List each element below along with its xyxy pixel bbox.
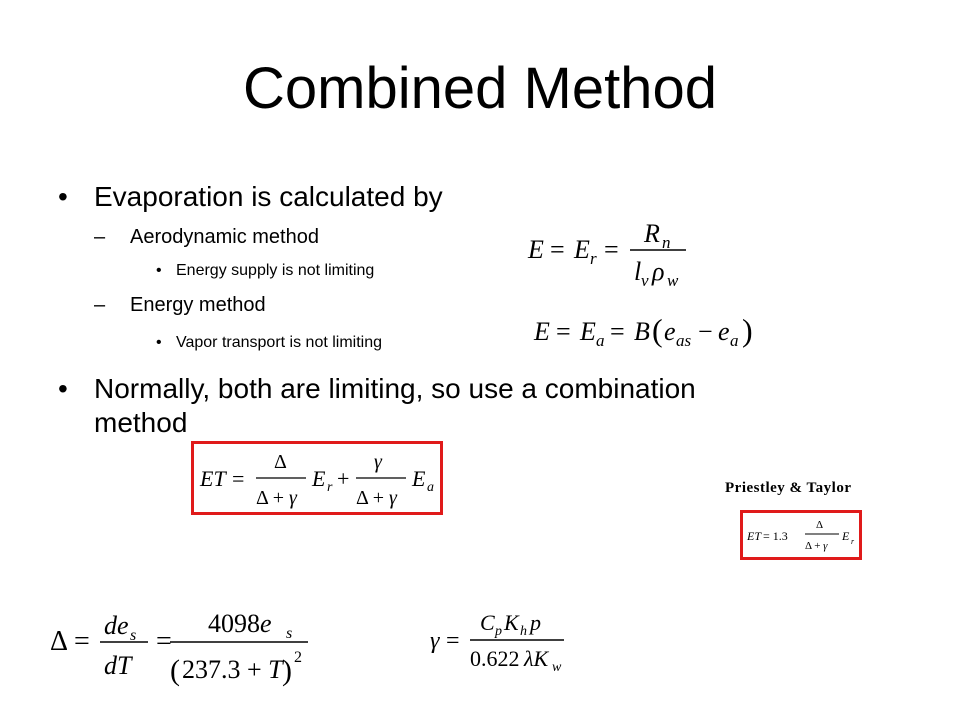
svg-text:(: ( xyxy=(652,312,663,348)
svg-text:=: = xyxy=(550,235,565,264)
svg-text:dT: dT xyxy=(104,651,132,680)
bullet-marker: • xyxy=(58,181,68,212)
svg-text:Δ: Δ xyxy=(274,451,287,473)
svg-text:Δ: Δ xyxy=(50,626,69,657)
bullet-evaporation xyxy=(58,180,443,214)
svg-text:E: E xyxy=(528,235,544,264)
combination-equation-box xyxy=(191,441,443,515)
svg-text:p: p xyxy=(530,610,541,635)
svg-text:Δ + γ: Δ + γ xyxy=(805,540,828,552)
sub-sub-bullet-text: Energy supply is not limiting xyxy=(176,262,375,279)
svg-text:h: h xyxy=(520,624,527,639)
svg-text:ET: ET xyxy=(747,529,762,543)
svg-text:): ) xyxy=(742,312,753,348)
svg-text:E: E xyxy=(842,529,850,543)
svg-text:Δ + γ: Δ + γ xyxy=(256,487,297,509)
svg-text:R: R xyxy=(644,219,660,248)
svg-text:a: a xyxy=(427,480,434,495)
sub-bullet-text: Aerodynamic method xyxy=(130,226,319,248)
svg-text:r: r xyxy=(327,480,333,495)
svg-text:=: = xyxy=(610,317,625,346)
priestley-taylor-label: Priestley & Taylor xyxy=(725,480,852,496)
bullet-marker: • xyxy=(156,262,162,279)
bullet-marker: • xyxy=(156,334,162,351)
svg-text:=: = xyxy=(556,317,571,346)
svg-text:C: C xyxy=(480,610,495,635)
sub-bullet-aerodynamic xyxy=(94,224,319,250)
svg-text:=: = xyxy=(156,626,172,657)
gamma-equation xyxy=(428,604,578,678)
svg-text:as: as xyxy=(676,331,692,350)
svg-text:B: B xyxy=(634,317,650,346)
svg-text:E: E xyxy=(312,466,326,491)
svg-text:a: a xyxy=(596,331,605,350)
svg-text:r: r xyxy=(590,249,597,268)
svg-text:=: = xyxy=(232,466,245,491)
svg-text:e: e xyxy=(664,317,676,346)
svg-text:E: E xyxy=(412,466,426,491)
svg-text:= 1.3: = 1.3 xyxy=(763,529,788,543)
svg-text:v: v xyxy=(641,271,649,290)
svg-text:−: − xyxy=(698,317,713,346)
combination-equation xyxy=(194,444,440,512)
slide-title: Combined Method xyxy=(243,56,717,121)
svg-text:w: w xyxy=(667,271,679,290)
svg-text:s: s xyxy=(286,625,293,642)
svg-text:=: = xyxy=(604,235,619,264)
svg-text:de: de xyxy=(104,611,129,640)
svg-text:Δ + γ: Δ + γ xyxy=(356,487,397,509)
bullet-marker: • xyxy=(58,373,68,404)
svg-text:E: E xyxy=(534,317,550,346)
svg-text:r: r xyxy=(851,537,855,546)
sub-sub-bullet-text: Vapor transport is not limiting xyxy=(176,334,383,351)
sub-sub-bullet-vapor-transport xyxy=(156,332,382,354)
svg-text:γ: γ xyxy=(374,451,382,473)
dash-marker: – xyxy=(94,294,106,316)
svg-text:+: + xyxy=(337,466,350,491)
svg-text:=: = xyxy=(446,628,460,654)
svg-text:ρ: ρ xyxy=(652,257,665,286)
bullet-text-line1: Normally, both are limiting, so use a combination xyxy=(94,373,696,404)
svg-text:237.3 + T: 237.3 + T xyxy=(182,655,283,684)
svg-text:Δ: Δ xyxy=(816,519,824,531)
svg-text:K: K xyxy=(504,610,519,635)
bullet-combination xyxy=(58,372,696,440)
priestley-taylor-equation-box xyxy=(740,510,862,560)
sub-sub-bullet-energy-supply xyxy=(156,260,374,282)
svg-text:l: l xyxy=(634,257,642,286)
bullet-text: Evaporation is calculated by xyxy=(94,181,443,212)
svg-text:p: p xyxy=(495,624,502,639)
svg-text:ET: ET xyxy=(200,466,226,491)
svg-text:s: s xyxy=(130,627,137,644)
svg-text:γ: γ xyxy=(430,628,440,654)
svg-text:(: ( xyxy=(170,654,180,687)
sub-bullet-energy xyxy=(94,292,266,318)
dash-marker: – xyxy=(94,226,106,248)
svg-text:a: a xyxy=(730,331,739,350)
svg-text:e: e xyxy=(718,317,730,346)
bullet-text-line2: method xyxy=(94,407,188,438)
svg-text:E: E xyxy=(574,235,590,264)
svg-text:): ) xyxy=(282,654,292,687)
svg-text:λK: λK xyxy=(524,646,549,671)
svg-text:4098e: 4098e xyxy=(208,609,272,638)
svg-text:0.622: 0.622 xyxy=(470,646,520,671)
sub-bullet-text: Energy method xyxy=(130,294,266,316)
svg-text:=: = xyxy=(74,626,90,657)
svg-text:n: n xyxy=(662,233,671,252)
svg-text:w: w xyxy=(552,660,562,675)
aerodynamic-equation xyxy=(530,306,762,352)
svg-text:2: 2 xyxy=(294,649,302,666)
priestley-taylor-equation xyxy=(743,513,859,557)
svg-text:E: E xyxy=(580,317,596,346)
delta-equation xyxy=(46,596,316,692)
energy-equation xyxy=(524,214,694,290)
